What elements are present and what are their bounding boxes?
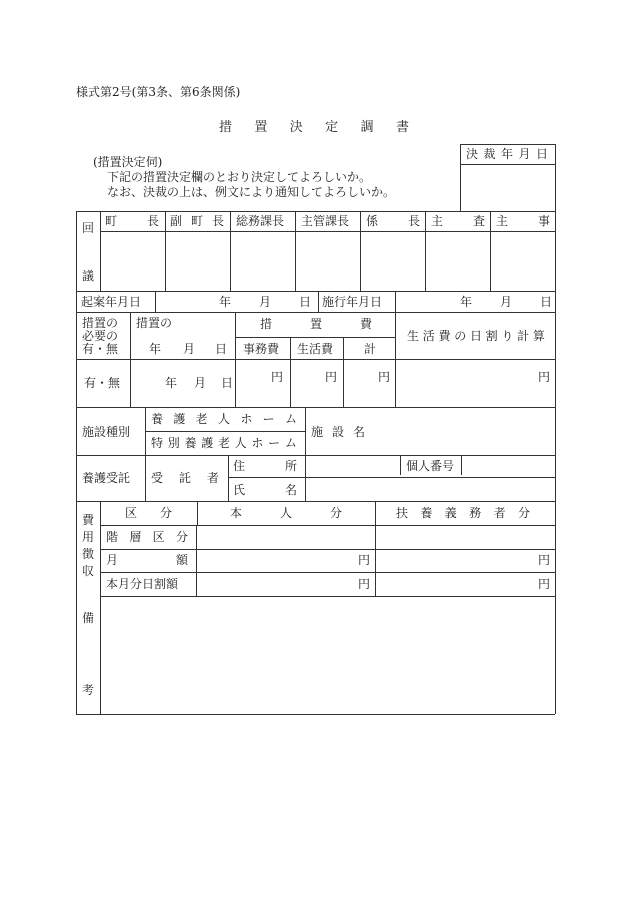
daily-calc-header: 生 活 費 の 日 割 り 計 算 — [407, 329, 545, 343]
draft-date-label: 起案年月日 — [81, 295, 142, 309]
measure-date-month: 月 — [194, 376, 207, 390]
monthly-supporter-yen: 円 — [538, 553, 551, 567]
facility-name-label: 施 設 名 — [311, 425, 365, 439]
draft-day: 日 — [299, 295, 312, 309]
necessity-label-3: 有・無 — [82, 342, 119, 356]
seal-box-general[interactable] — [231, 232, 294, 290]
enforce-month: 月 — [500, 295, 513, 309]
seal-box-chief-staff[interactable] — [426, 232, 489, 290]
decision-request-heading: (措置決定伺) — [93, 155, 163, 169]
title-char: 調 — [360, 120, 374, 135]
page-title — [219, 121, 409, 134]
measure-date-year: 年 — [165, 376, 178, 390]
facility-name-field[interactable] — [372, 409, 554, 454]
total-cost-yen: 円 — [378, 370, 391, 384]
facility-type-2[interactable]: 特 別 養 護 老 人 ホ ー ム — [151, 436, 297, 450]
bracket-label: 階 層 区 分 — [106, 530, 188, 544]
self-share-header: 本 人 分 — [230, 506, 342, 520]
admin-cost-yen: 円 — [271, 370, 284, 384]
enforce-year: 年 — [460, 295, 473, 309]
draft-year: 年 — [219, 295, 232, 309]
role-general-affairs-chief: 総務課長 — [236, 214, 285, 228]
seal-box-staff[interactable] — [491, 232, 554, 290]
enforce-day: 日 — [540, 295, 553, 309]
role-deputy-mayor: 副 町 長 — [170, 214, 224, 228]
daily-amount-label: 本月分日割額 — [106, 577, 179, 591]
name-label: 氏 名 — [233, 483, 297, 497]
enforce-date-label: 施行年月日 — [322, 295, 383, 309]
supporter-share-header: 扶 養 義 務 者 分 — [396, 506, 530, 520]
daily-self-yen: 円 — [358, 577, 371, 591]
decision-request-line1: 下記の措置決定欄のとおり決定してよろしいか。 — [107, 170, 372, 184]
facility-type-1[interactable]: 養 護 老 人 ホ ー ム — [151, 412, 297, 426]
monthly-label: 月 額 — [106, 553, 188, 567]
role-section-chief: 係 長 — [366, 214, 420, 228]
daily-supporter-yen: 円 — [538, 577, 551, 591]
remarks-label-bottom: 考 — [82, 683, 95, 697]
role-chief-staff: 主 査 — [431, 214, 485, 228]
approval-date-field[interactable] — [462, 166, 554, 210]
cost-header: 措 置 費 — [260, 317, 372, 331]
role-staff: 主 事 — [496, 214, 550, 228]
measure-month: 月 — [183, 342, 196, 356]
personal-id-label: 個人番号 — [406, 459, 455, 473]
role-dept-chief: 主管課長 — [301, 214, 350, 228]
address-field[interactable] — [306, 456, 399, 476]
seal-box-deputy[interactable] — [166, 232, 229, 290]
daily-calc-yen: 円 — [538, 370, 551, 384]
circulation-label-bottom: 議 — [82, 269, 95, 283]
seal-box-section[interactable] — [361, 232, 424, 290]
circulation-label-top: 回 — [82, 221, 95, 235]
approval-date-label: 決 裁 年 月 日 — [466, 147, 548, 161]
measure-date-label: 措置の — [136, 316, 173, 330]
recipient-label: 養護受託 — [82, 471, 131, 485]
remarks-field[interactable] — [101, 597, 554, 713]
role-town-mayor: 町 長 — [105, 214, 159, 228]
title-char: 置 — [254, 120, 268, 135]
seal-box-mayor[interactable] — [101, 232, 164, 290]
necessity-label-2: 必要の — [82, 329, 119, 343]
title-char: 書 — [395, 120, 409, 135]
decision-request-line2: なお、決裁の上は、例文により通知してよろしいか。 — [107, 185, 396, 199]
necessity-label-1: 措置の — [82, 316, 119, 330]
form-header: 様式第2号(第3条、第6条関係) — [76, 85, 241, 99]
recipient-person-label: 受 託 者 — [151, 471, 219, 485]
title-char: 措 — [219, 120, 233, 135]
admin-cost-header: 事務費 — [243, 342, 280, 356]
remarks-label-top: 備 — [82, 611, 95, 625]
category-header: 区 分 — [125, 506, 172, 520]
facility-type-label: 施設種別 — [82, 425, 131, 439]
title-char: 決 — [289, 120, 303, 135]
fee-label: 費 用 徴 収 — [82, 513, 95, 578]
draft-month: 月 — [259, 295, 272, 309]
monthly-self-yen: 円 — [358, 553, 371, 567]
total-cost-header: 計 — [364, 342, 377, 356]
measure-year: 年 — [149, 342, 162, 356]
seal-box-dept[interactable] — [296, 232, 359, 290]
measure-day: 日 — [215, 342, 228, 356]
name-field[interactable] — [306, 478, 554, 500]
living-cost-header: 生活費 — [297, 342, 334, 356]
personal-id-field[interactable] — [462, 456, 554, 476]
address-label: 住 所 — [233, 459, 297, 473]
necessity-value: 有・無 — [84, 376, 121, 390]
living-cost-yen: 円 — [325, 370, 338, 384]
title-char: 定 — [325, 120, 339, 135]
measure-date-day: 日 — [221, 376, 234, 390]
